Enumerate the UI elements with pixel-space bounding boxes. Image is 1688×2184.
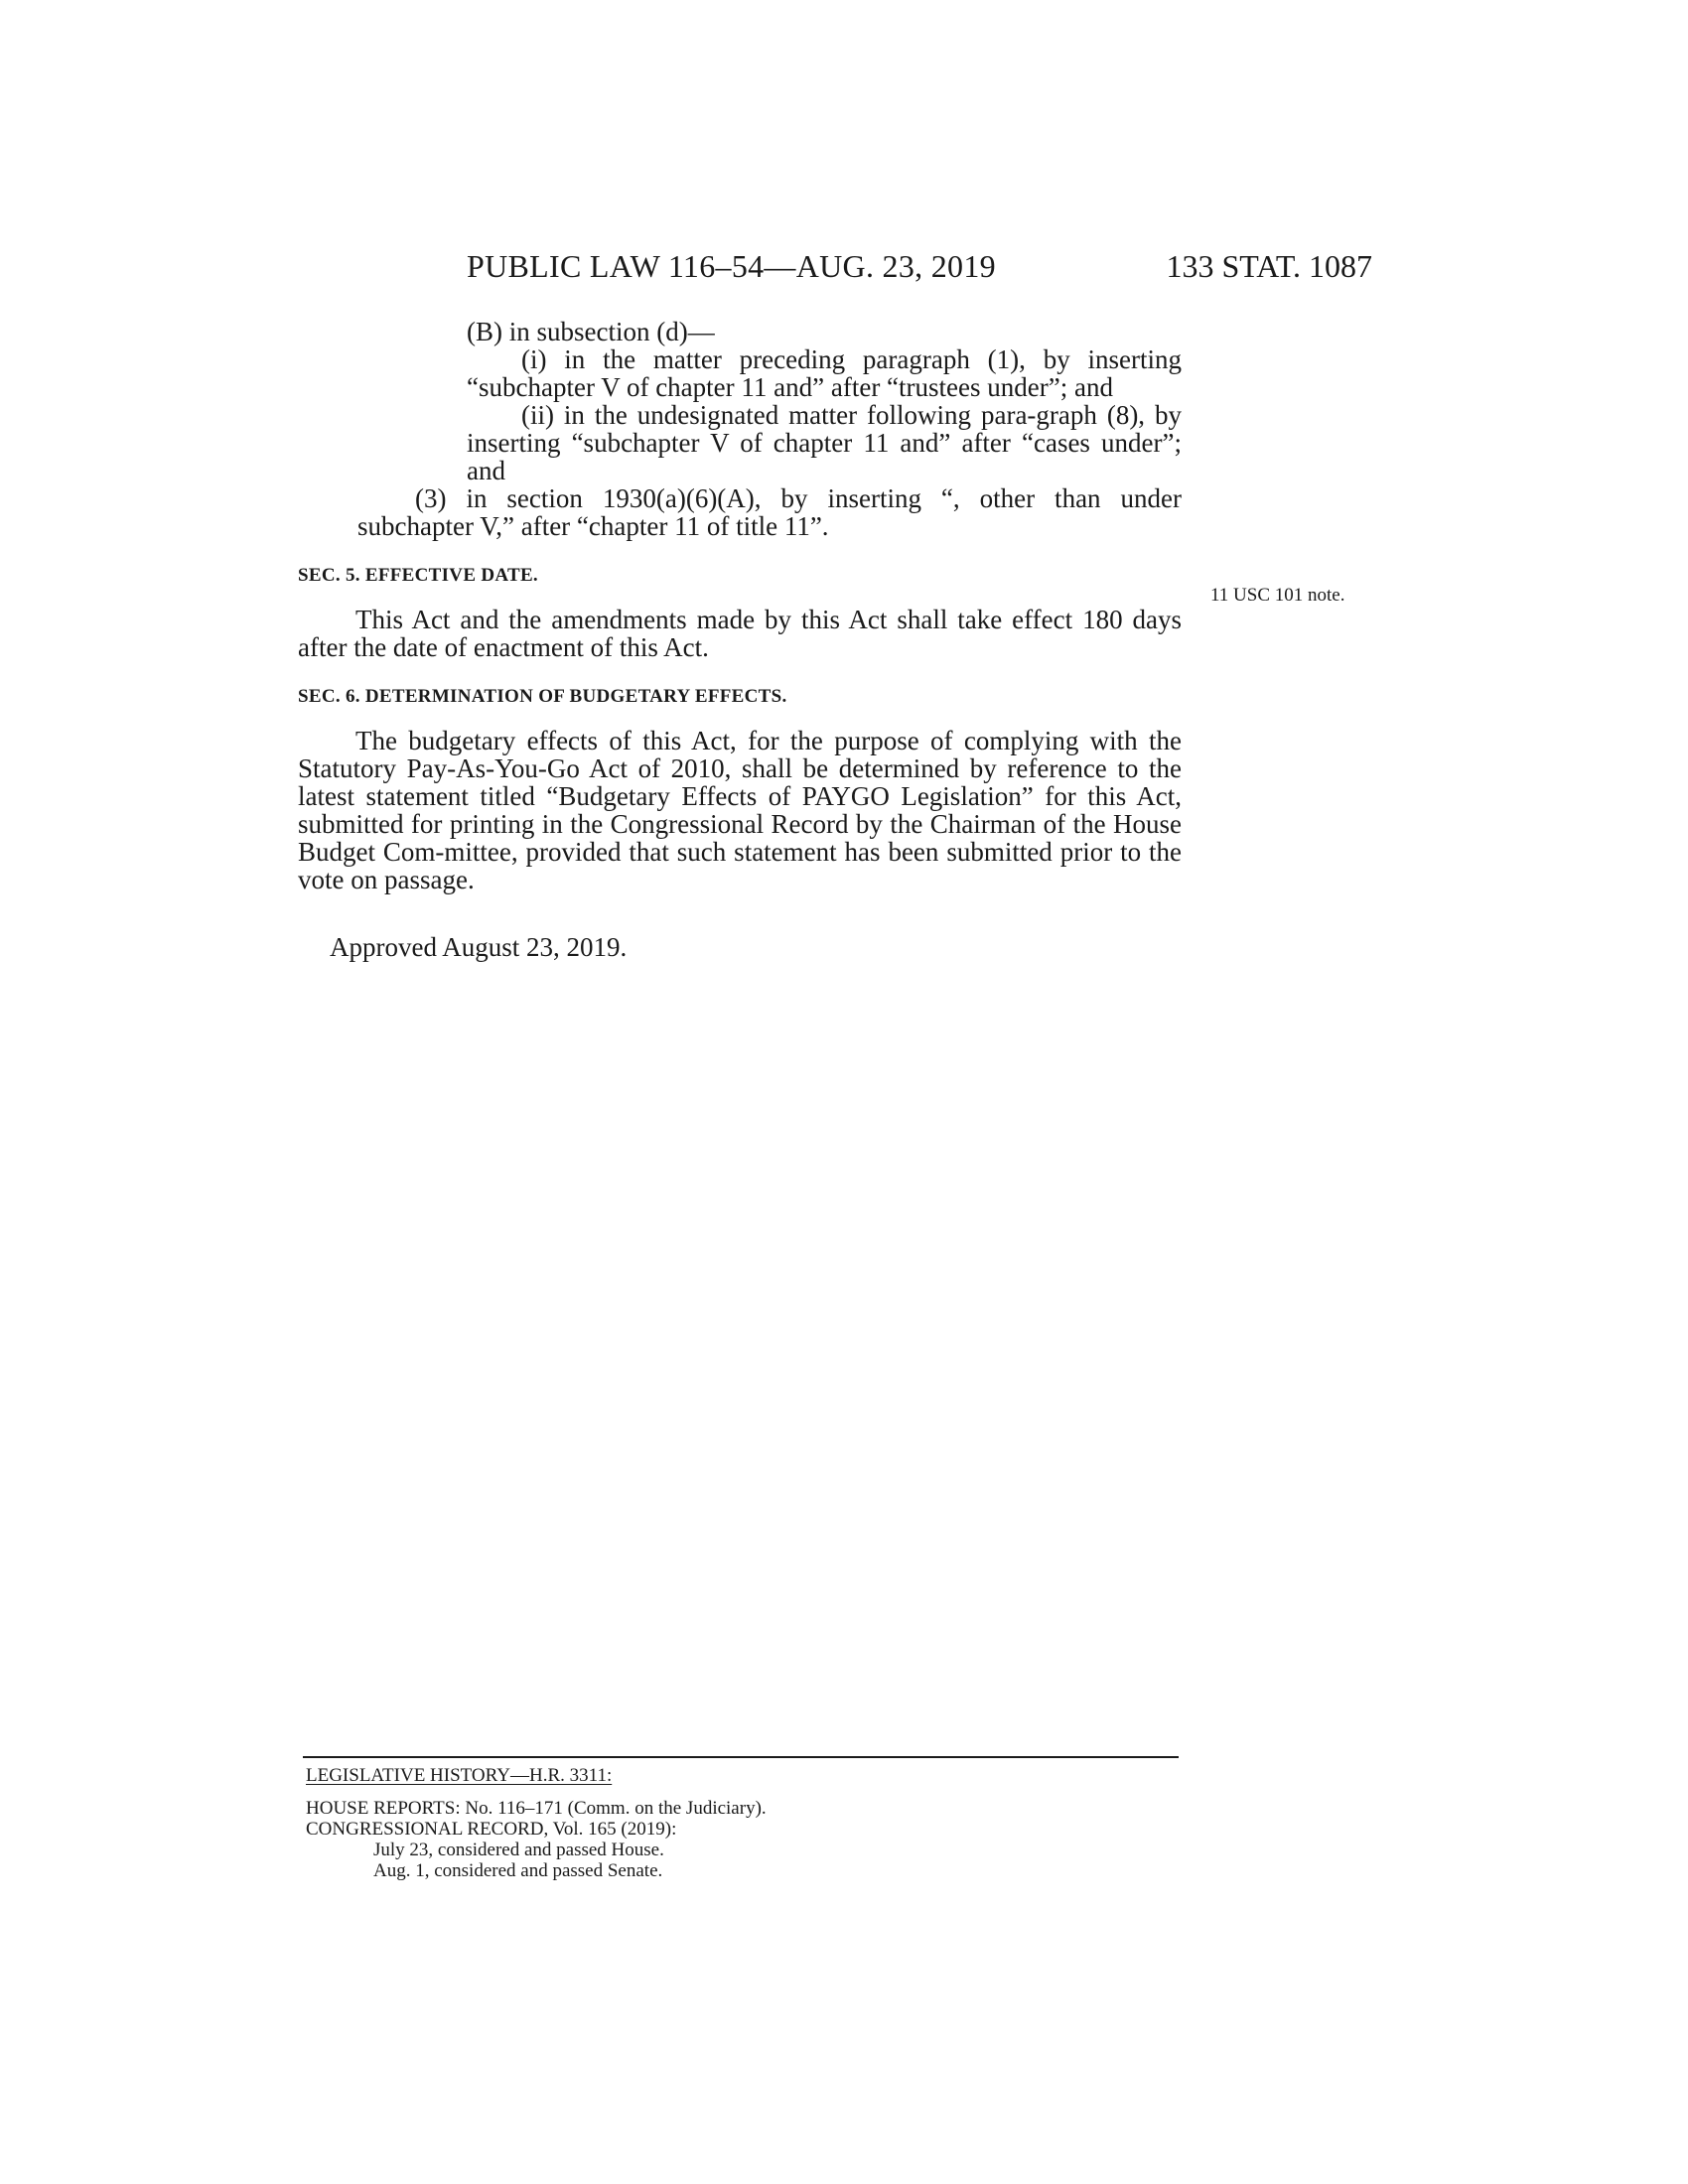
section-6-text: The budgetary effects of this Act, for the purpose of complying with the Statutory Pay-As-You-Go Act of 2010, shall be determined by reference to the latest statement titled “Budgetary Effects of PAYGO Legislation” for this Act, submitted for printing in the Congressional Record by the Chairman of the House Budget Com-mittee, provided that such statement has been submitted prior to the vote on passage. [298,726,1182,894]
clause-i: (i) in the matter preceding paragraph (1), by inserting “subchapter V of chapter 11 and” after “trustees under”; and [467,344,1182,402]
approval-date: Approved August 23, 2019. [330,932,628,962]
legislative-history-heading: LEGISLATIVE HISTORY—H.R. 3311: [306,1765,613,1786]
clause-ii: (ii) in the undesignated matter following para-graph (8), by inserting “subchapter V of chapter 11 and” after “cases under”; and [467,400,1182,485]
section-5-text: This Act and the amendments made by this Act shall take effect 180 days after the date of enactment of this Act. [298,605,1182,662]
congressional-record: CONGRESSIONAL RECORD, Vol. 165 (2019): [306,1819,677,1840]
body-text [298,318,1182,961]
margin-citation-note: 11 USC 101 note. [1210,585,1345,606]
running-header-law-title: PUBLIC LAW 116–54—AUG. 23, 2019 [467,248,996,284]
footer-rule [303,1756,1179,1758]
history-entry: July 23, considered and passed House. [373,1840,664,1860]
legislative-history [306,1765,1180,1881]
section-6-heading: SEC. 6. DETERMINATION OF BUDGETARY EFFECTS. [298,686,787,707]
history-entry: Aug. 1, considered and passed Senate. [373,1860,663,1881]
paragraph-3: (3) in section 1930(a)(6)(A), by inserting “, other than under subchapter V,” after “chapter 11 of title 11”. [357,483,1182,541]
section-5-heading: SEC. 5. EFFECTIVE DATE. [298,565,538,586]
clause-b: (B) in subsection (d)— [467,317,715,346]
running-header-stat-ref: 133 STAT. 1087 [1166,248,1372,284]
house-reports: HOUSE REPORTS: No. 116–171 (Comm. on the Judiciary). [306,1798,767,1819]
